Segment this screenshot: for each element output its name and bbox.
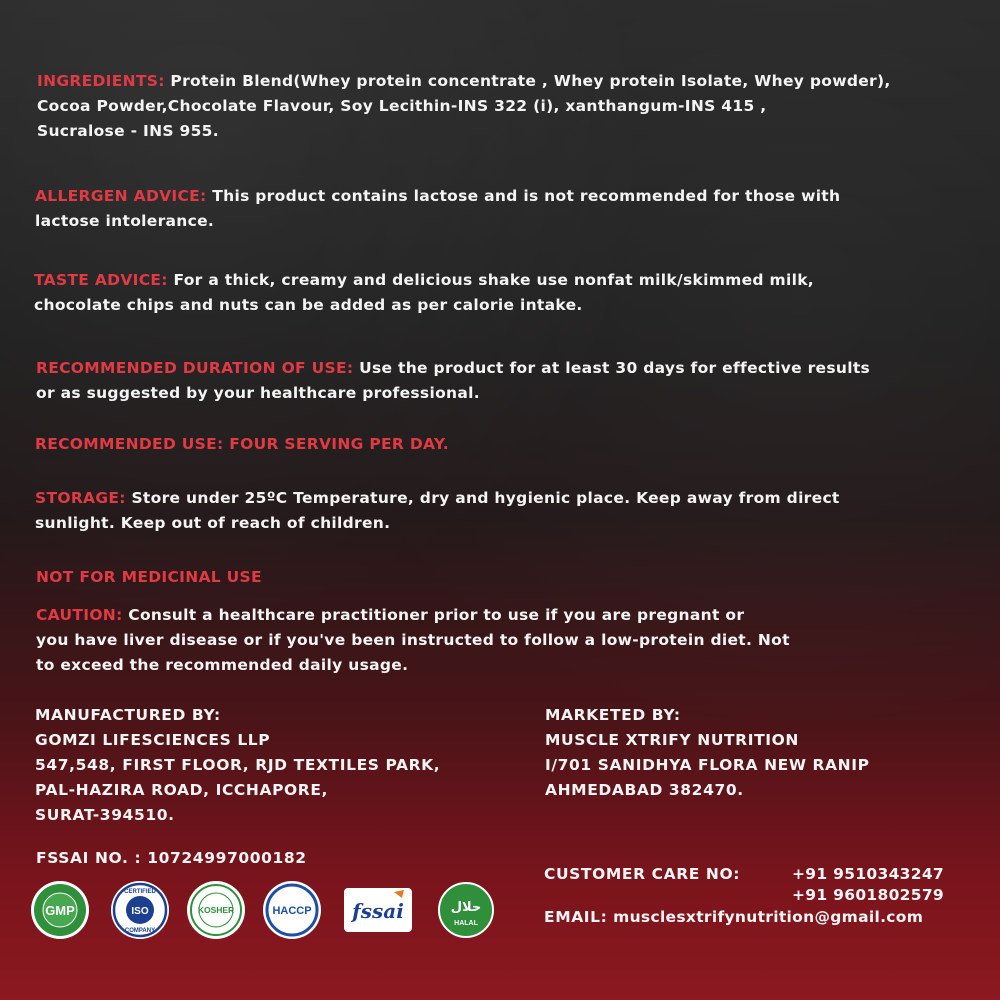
duration-heading: RECOMMENDED DURATION OF USE: [36, 359, 354, 377]
caution-line-3: to exceed the recommended daily usage. [36, 656, 409, 674]
gmp-badge-icon [30, 880, 90, 940]
duration-line-1: Use the product for at least 30 days for effective results [353, 359, 871, 377]
caution-section [36, 603, 744, 628]
marketer-address-1: I/701 SANIDHYA FLORA NEW RANIP [545, 756, 870, 774]
manufacturer-heading: MANUFACTURED BY: [35, 706, 221, 724]
kosher-badge-text: KOSHER [197, 905, 235, 915]
email-label: EMAIL: [544, 908, 608, 926]
storage-heading: STORAGE: [35, 489, 126, 507]
manufacturer-name: GOMZI LIFESCIENCES LLP [35, 731, 271, 749]
marketer-address-2: AHMEDABAD 382470. [545, 781, 744, 799]
iso-badge-icon [110, 880, 170, 940]
haccp-badge-text: HACCP [272, 905, 312, 917]
customer-care-label: CUSTOMER CARE NO: [544, 865, 741, 883]
marketer-name: MUSCLE XTRIFY NUTRITION [545, 731, 799, 749]
duration-section [36, 356, 870, 381]
storage-line-2: sunlight. Keep out of reach of children. [35, 514, 391, 532]
ingredients-line-1: Protein Blend(Whey protein concentrate , Whey protein Isolate, Whey powder), [164, 72, 891, 90]
halal-badge-text: HALAL [454, 920, 478, 927]
not-medicinal-notice: NOT FOR MEDICINAL USE [36, 568, 262, 586]
duration-line-2: or as suggested by your healthcare professional. [36, 384, 480, 402]
kosher-badge-icon [186, 880, 246, 940]
marketer-heading: MARKETED BY: [545, 706, 681, 724]
caution-heading: CAUTION: [36, 606, 123, 624]
email-address[interactable]: musclesxtrifynutrition@gmail.com [607, 908, 924, 926]
manufacturer-address-2: PAL-HAZIRA ROAD, ICCHAPORE, [35, 781, 329, 799]
iso-badge-text: ISO [131, 906, 149, 917]
customer-care-phone-2[interactable]: +91 9601802579 [792, 886, 945, 904]
manufacturer-address-1: 547,548, FIRST FLOOR, RJD TEXTILES PARK, [35, 756, 441, 774]
email-row [544, 905, 923, 930]
iso-badge-top-text: CERTIFIED [124, 889, 156, 895]
ingredients-line-3: Sucralose - INS 955. [37, 122, 219, 140]
iso-badge-bottom-text: COMPANY [124, 928, 156, 934]
ingredients-heading: INGREDIENTS: [37, 72, 165, 90]
storage-line-1: Store under 25ºC Temperature, dry and hygienic place. Keep away from direct [125, 489, 840, 507]
haccp-badge-icon [262, 880, 322, 940]
fssai-logo-text: fssai [352, 899, 404, 923]
ingredients-line-2: Cocoa Powder,Chocolate Flavour, Soy Lecithin-INS 322 (i), xanthangum-INS 415 , [37, 97, 767, 115]
caution-line-1: Consult a healthcare practitioner prior to use if you are pregnant or [122, 606, 745, 624]
allergen-heading: ALLERGEN ADVICE: [35, 187, 207, 205]
taste-heading: TASTE ADVICE: [34, 271, 168, 289]
halal-badge-icon [436, 880, 496, 940]
manufacturer-address-3: SURAT-394510. [35, 806, 175, 824]
taste-line-1: For a thick, creamy and delicious shake use nonfat milk/skimmed milk, [167, 271, 814, 289]
allergen-line-2: lactose intolerance. [35, 212, 215, 230]
gmp-badge-text: GMP [45, 903, 75, 918]
ingredients-section [37, 69, 891, 94]
allergen-line-1: This product contains lactose and is not recommended for those with [206, 187, 841, 205]
recommended-use: RECOMMENDED USE: FOUR SERVING PER DAY. [35, 435, 449, 453]
fssai-number: FSSAI NO. : 10724997000182 [36, 849, 307, 867]
storage-section [35, 486, 840, 511]
caution-line-2: you have liver disease or if you've been instructed to follow a low-protein diet. Not [36, 631, 790, 649]
fssai-logo-icon [340, 880, 416, 940]
taste-section [34, 268, 814, 293]
halal-badge-arabic: حلال [450, 900, 482, 915]
taste-line-2: chocolate chips and nuts can be added as per calorie intake. [34, 296, 583, 314]
allergen-section [35, 184, 840, 209]
customer-care-phone-1[interactable]: +91 9510343247 [792, 865, 945, 883]
